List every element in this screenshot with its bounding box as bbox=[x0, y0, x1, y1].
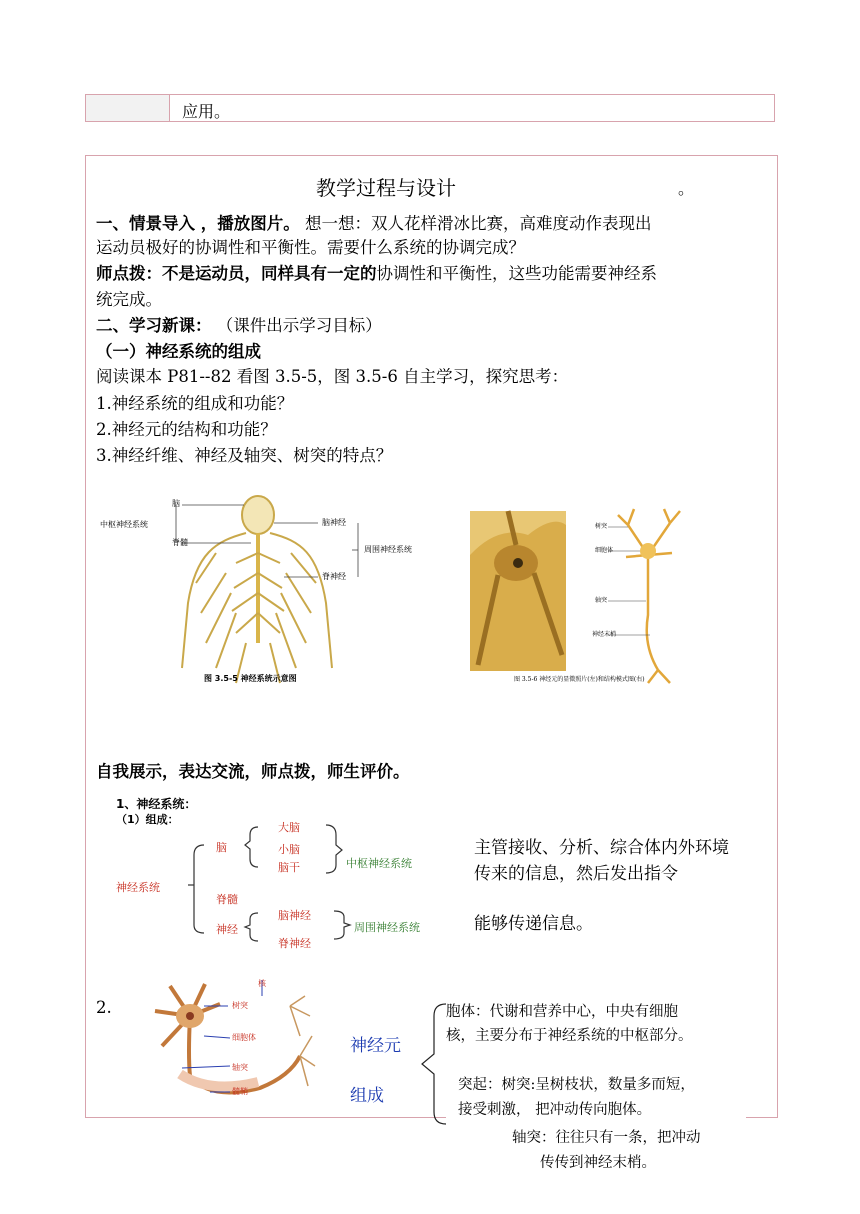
label-cns: 中枢神经系统 bbox=[100, 520, 148, 529]
diagram1-sub: （1）组成： bbox=[116, 813, 179, 826]
title-dot: 。 bbox=[678, 179, 695, 198]
nervous-system-figure bbox=[96, 493, 436, 688]
table-cell-text: 应用。 bbox=[182, 102, 231, 121]
figure1-caption: 图 3.5-5 神经系统示意图 bbox=[204, 674, 297, 683]
self-display-heading: 自我展示，表达交流，师点拨，师生评价。 bbox=[96, 762, 410, 781]
node-pns: 周围神经系统 bbox=[354, 921, 420, 934]
label-nerve-ending: 神经末梢 bbox=[592, 631, 617, 638]
node-brain: 脑 bbox=[216, 841, 227, 854]
neuron-label-axon: 轴突 bbox=[232, 1063, 248, 1072]
node-cerebellum: 小脑 bbox=[278, 843, 300, 856]
label-axon: 轴突 bbox=[595, 597, 608, 604]
subsection-heading: （一）神经系统的组成 bbox=[96, 342, 261, 361]
question-2: 2.神经元的结构和功能？ bbox=[96, 420, 277, 439]
soma-description-2: 核，主要分布于神经系统的中枢部分。 bbox=[446, 1028, 693, 1044]
new-lesson bbox=[96, 314, 382, 338]
label-pns: 周围神经系统 bbox=[364, 545, 412, 554]
intro-text-line2: 运动员极好的协调性和平衡性。需要什么系统的协调完成？ bbox=[96, 238, 525, 257]
reading-instruction: 阅读课本 P81--82 看图 3.5-5，图 3.5-6 自主学习，探究思考： bbox=[96, 367, 569, 386]
neuron-label-sheath: 髓鞘 bbox=[232, 1087, 248, 1096]
teacher-tip-heading: 师点拨：不是运动员，同样具有一定的 bbox=[96, 264, 377, 283]
process-description-1: 突起：树突:呈树枝状，数量多而短， bbox=[458, 1077, 695, 1093]
neuron-label-nucleus: 核 bbox=[258, 979, 266, 988]
teacher-tip-line2: 统完成。 bbox=[96, 290, 162, 309]
axon-description-1: 轴突：往往只有一条，把冲动 bbox=[512, 1130, 701, 1146]
new-lesson-note: （课件出示学习目标） bbox=[211, 316, 382, 335]
node-cranial-nerve: 脑神经 bbox=[278, 909, 311, 922]
intro-paragraph bbox=[96, 212, 652, 236]
teacher-tip bbox=[96, 262, 657, 286]
item-2-number: 2. bbox=[96, 998, 112, 1017]
node-spinal-nerve: 脊神经 bbox=[278, 937, 311, 950]
intro-heading: 一、情景导入 ，播放图片。 bbox=[96, 214, 300, 233]
label-cranial-nerve: 脑神经 bbox=[322, 518, 346, 527]
cns-description-1: 主管接收、分析、综合体内外环境 bbox=[474, 838, 729, 858]
neuron-brace bbox=[404, 1000, 450, 1130]
section-title: 教学过程与设计 bbox=[316, 176, 456, 200]
neuron-label-soma: 细胞体 bbox=[232, 1033, 256, 1042]
label-spinal-cord: 脊髓 bbox=[172, 538, 188, 547]
node-nervous-system: 神经系统 bbox=[116, 881, 160, 894]
neuron-figure bbox=[458, 495, 720, 687]
node-nerves: 神经 bbox=[216, 923, 238, 936]
question-1: 1.神经系统的组成和功能？ bbox=[96, 394, 294, 413]
teacher-tip-text: 协调性和平衡性，这些功能需要神经系 bbox=[376, 264, 657, 283]
question-3: 3.神经纤维、神经及轴突、树突的特点？ bbox=[96, 446, 393, 465]
node-cns: 中枢神经系统 bbox=[346, 857, 412, 870]
label-brain: 脑 bbox=[172, 499, 180, 508]
node-spinal-cord: 脊髓 bbox=[216, 893, 238, 906]
new-lesson-heading: 二、学习新课： bbox=[96, 316, 212, 335]
top-table-row bbox=[85, 94, 775, 122]
table-cell-empty bbox=[86, 95, 170, 121]
neuron-label-left-1: 神经元 bbox=[350, 1036, 401, 1056]
neuron-label-dendrite: 树突 bbox=[232, 1001, 248, 1010]
pns-description: 能够传递信息。 bbox=[474, 914, 593, 934]
soma-description-1: 胞体：代谢和营养中心，中央有细胞 bbox=[446, 1004, 678, 1020]
diagram1-heading: 1、神经系统： bbox=[116, 797, 197, 811]
neuron-label-left-2: 组成 bbox=[350, 1086, 384, 1106]
neuron-structure-figure bbox=[150, 976, 320, 1116]
process-description-2: 接受刺激， 把冲动传向胞体。 bbox=[458, 1102, 652, 1118]
label-spinal-nerve: 脊神经 bbox=[322, 572, 346, 581]
composition-diagram bbox=[100, 795, 470, 955]
label-soma: 细胞体 bbox=[595, 547, 614, 554]
neuron-micrograph bbox=[458, 495, 720, 687]
figure2-caption: 图 3.5-6 神经元的显微照片(左)和结构模式图(右) bbox=[514, 676, 645, 683]
label-dendrite: 树突 bbox=[595, 523, 608, 530]
node-cerebrum: 大脑 bbox=[278, 821, 300, 834]
cns-description-2: 传来的信息，然后发出指令 bbox=[474, 864, 678, 884]
node-brainstem: 脑干 bbox=[278, 861, 300, 874]
axon-description-2: 传传到神经末梢。 bbox=[540, 1155, 656, 1171]
intro-text: 想一想：双人花样滑冰比赛，高难度动作表现出 bbox=[299, 214, 652, 233]
